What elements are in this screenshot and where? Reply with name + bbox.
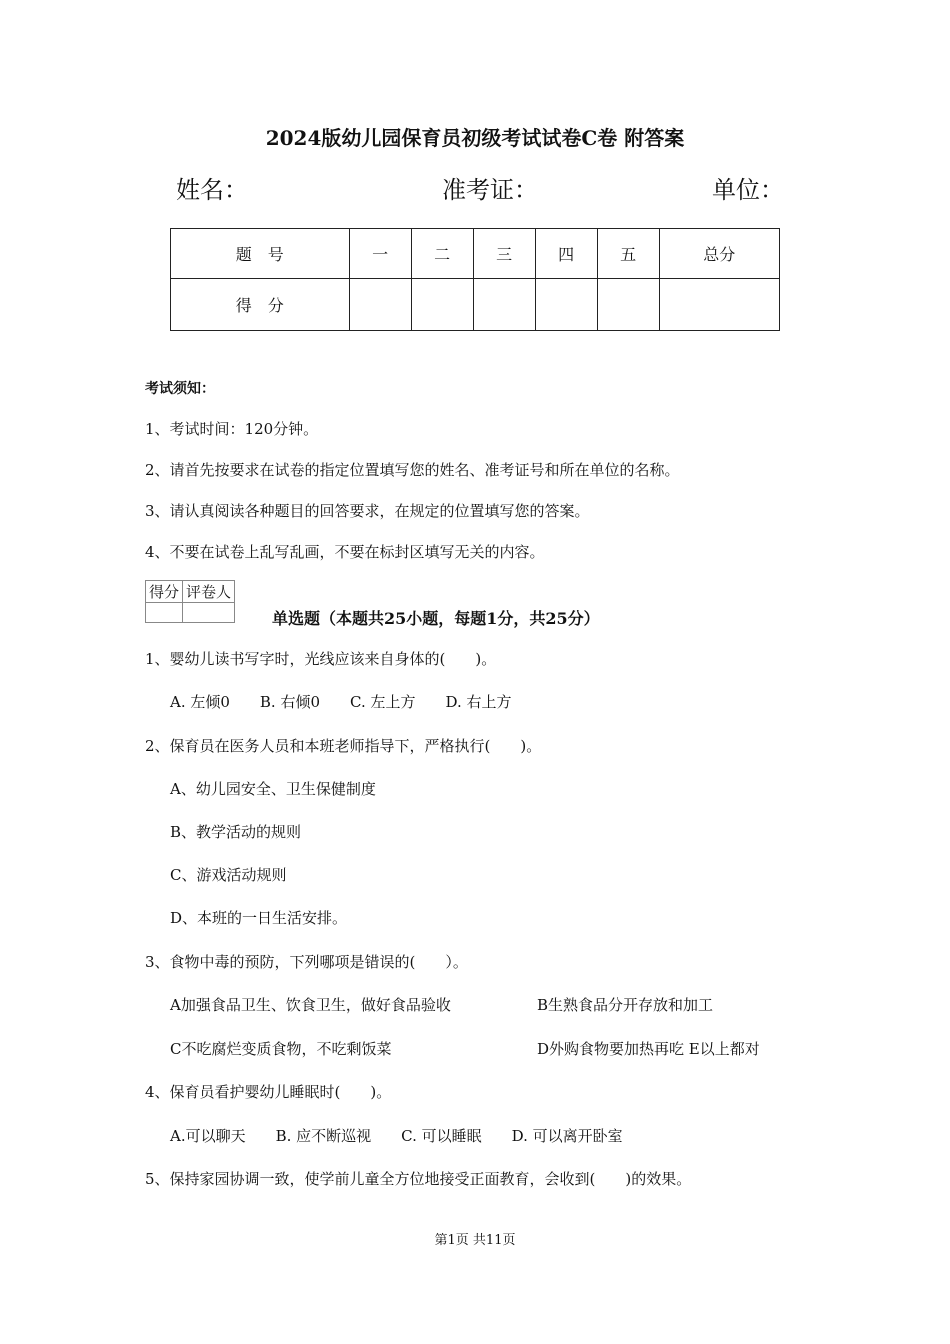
notice-item: 2、请首先按要求在试卷的指定位置填写您的姓名、准考证号和所在单位的名称。 (145, 461, 680, 479)
question-option: D、本班的一日生活安排。 (170, 909, 348, 927)
notice-item: 4、不要在试卷上乱写乱画，不要在标封区填写无关的内容。 (145, 543, 545, 561)
page-title: 2024版幼儿园保育员初级考试试卷C卷 附答案 (265, 126, 685, 150)
question-stem: 3、食物中毒的预防，下列哪项是错误的( ）。 (145, 953, 468, 971)
question-stem: 4、保育员看护婴幼儿睡眠时( )。 (145, 1083, 392, 1101)
grader-score-cell[interactable] (146, 603, 183, 623)
grader-score-label: 得分 (146, 581, 183, 603)
grader-reviewer-cell[interactable] (183, 603, 235, 623)
question-option: B、教学活动的规则 (170, 823, 302, 841)
question-stem: 5、保持家园协调一致，使学前儿童全方位地接受正面教育，会收到( )的效果。 (145, 1170, 692, 1188)
score-table-header: 三 (473, 229, 535, 279)
question-option: C不吃腐烂变质食物，不吃剩饭菜 (170, 1040, 392, 1058)
score-table (170, 228, 780, 331)
score-cell[interactable] (597, 279, 659, 331)
unit-field-label: 单位： (712, 176, 784, 204)
question-option: A加强食品卫生、饮食卫生，做好食品验收 (170, 996, 451, 1014)
notice-item: 3、请认真阅读各种题目的回答要求，在规定的位置填写您的答案。 (145, 502, 590, 520)
score-row-label: 得 分 (171, 279, 350, 331)
grader-box (145, 580, 235, 623)
score-table-header: 题 号 (171, 229, 350, 279)
score-table-header: 四 (535, 229, 597, 279)
question-options: A. 左倾0 B. 右倾0 C. 左上方 D. 右上方 (170, 693, 512, 711)
page-footer: 第1页 共11页 (434, 1233, 516, 1248)
question-stem: 1、婴幼儿读书写字时，光线应该来自身体的( )。 (145, 650, 497, 668)
score-cell[interactable] (349, 279, 411, 331)
score-table-score-row (171, 279, 780, 331)
name-field-label: 姓名： (176, 176, 248, 204)
score-table-header: 一 (349, 229, 411, 279)
question-option: B生熟食品分开存放和加工 (537, 996, 714, 1014)
score-table-header: 五 (597, 229, 659, 279)
grader-reviewer-label: 评卷人 (183, 581, 235, 603)
score-cell[interactable] (411, 279, 473, 331)
score-cell[interactable] (473, 279, 535, 331)
score-table-header: 总分 (659, 229, 779, 279)
question-option: C、游戏活动规则 (170, 866, 287, 884)
score-cell[interactable] (659, 279, 779, 331)
score-cell[interactable] (535, 279, 597, 331)
section-title: 单选题（本题共25小题，每题1分，共25分） (272, 609, 600, 628)
score-table-header: 二 (411, 229, 473, 279)
score-table-header-row (171, 229, 780, 279)
notice-heading: 考试须知： (145, 381, 215, 397)
notice-item: 1、考试时间：120分钟。 (145, 420, 319, 438)
exam-id-field-label: 准考证： (442, 176, 538, 204)
question-options: A.可以聊天 B. 应不断巡视 C. 可以睡眠 D. 可以离开卧室 (170, 1127, 623, 1145)
question-option: A、幼儿园安全、卫生保健制度 (170, 780, 376, 798)
question-stem: 2、保育员在医务人员和本班老师指导下，严格执行( )。 (145, 737, 542, 755)
question-option: D外购食物要加热再吃 E以上都对 (537, 1040, 760, 1058)
